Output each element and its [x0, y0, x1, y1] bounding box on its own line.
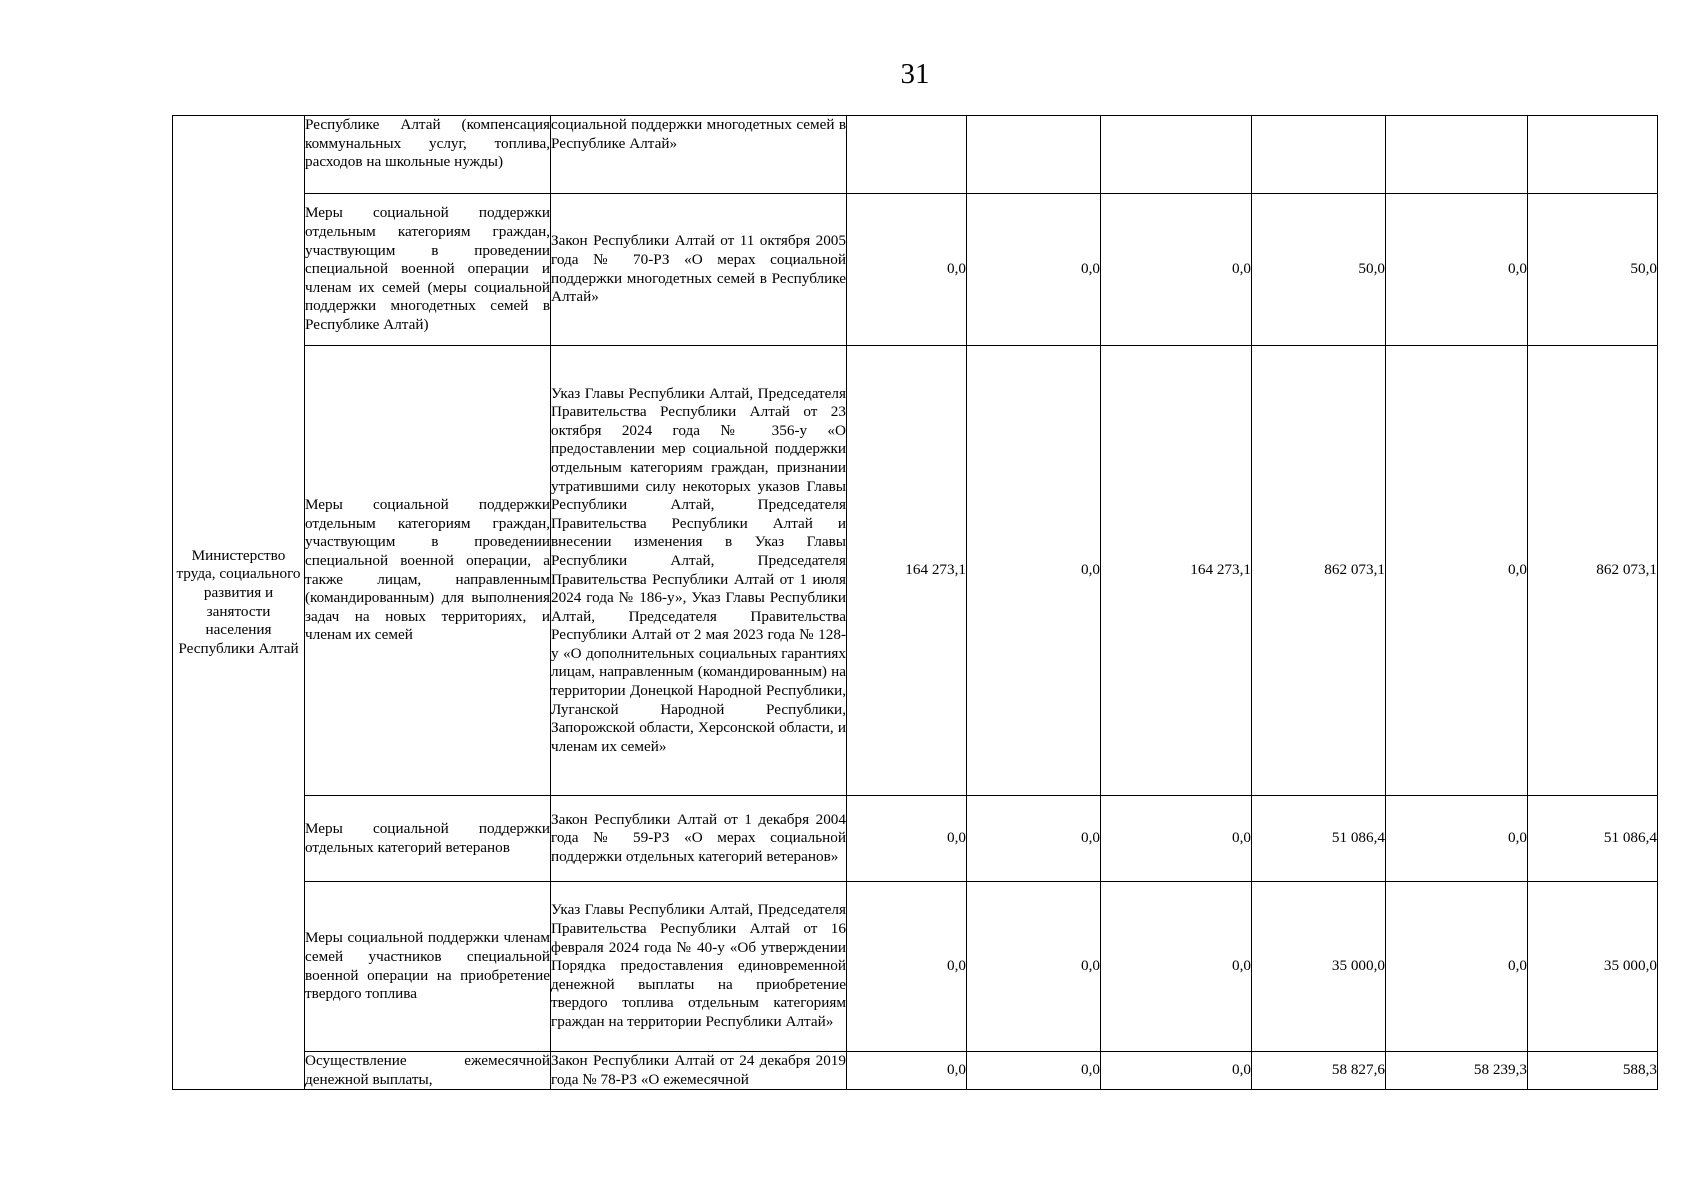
value-cell: 588,3	[1528, 1052, 1658, 1090]
value-cell	[847, 116, 967, 194]
value-cell	[1101, 116, 1252, 194]
value-cell: 164 273,1	[847, 346, 967, 796]
value-cell: 0,0	[1101, 194, 1252, 346]
value-cell: 862 073,1	[1252, 346, 1386, 796]
value-cell: 0,0	[847, 194, 967, 346]
table-row	[173, 194, 1658, 346]
value-cell: 35 000,0	[1528, 882, 1658, 1052]
measure-cell: Республике Алтай (компенсация коммунальных услуг, топлива, расходов на школьные нужды)	[305, 116, 551, 194]
ministry-cell: Министерство труда, социального развития и занятости населения Республики Алтай	[173, 116, 305, 1090]
value-cell	[1386, 116, 1528, 194]
value-cell: 58 827,6	[1252, 1052, 1386, 1090]
value-cell: 0,0	[1101, 882, 1252, 1052]
value-cell: 0,0	[967, 194, 1101, 346]
value-cell: 0,0	[967, 882, 1101, 1052]
table-row	[173, 116, 1658, 194]
value-cell: 51 086,4	[1252, 796, 1386, 882]
law-cell: Указ Главы Республики Алтай, Председателя Правительства Республики Алтай от 23 октября 2024 года № 356-у «О предоставлении мер социальной поддержки отдельным категориям граждан, признании утратившими силу некоторых указов Главы Республики Алтай, Председателя Правительства Республики Алтай и внесении изменения в Указ Главы Республики Алтай, Председателя Правительства Республики Алтай от 1 июля 2024 года № 186-у», Указ Главы Республики Алтай, Председателя Правительства Республики Алтай от 2 мая 2023 года № 128-у «О дополнительных социальных гарантиях лицам, направленным (командированным) на территории Донецкой Народной Республики, Луганской Народной Республики, Запорожской области, Херсонской области, и членам их семей»	[551, 346, 847, 796]
law-cell: Закон Республики Алтай от 24 декабря 2019 года № 78-РЗ «О ежемесячной	[551, 1052, 847, 1090]
value-cell: 0,0	[1386, 194, 1528, 346]
value-cell: 35 000,0	[1252, 882, 1386, 1052]
value-cell: 50,0	[1528, 194, 1658, 346]
value-cell: 0,0	[967, 796, 1101, 882]
page-number: 31	[900, 58, 930, 90]
table-row	[173, 346, 1658, 796]
measure-cell: Меры социальной поддержки отдельным категориям граждан, участвующим в проведении специальной военной операции и членам их семей (меры социальной поддержки многодетных семей в Республике Алтай)	[305, 194, 551, 346]
measure-cell: Меры социальной поддержки отдельных категорий ветеранов	[305, 796, 551, 882]
value-cell: 0,0	[1101, 1052, 1252, 1090]
value-cell: 0,0	[967, 346, 1101, 796]
value-cell: 0,0	[1386, 882, 1528, 1052]
table-row	[173, 1052, 1658, 1090]
value-cell	[967, 116, 1101, 194]
table-row	[173, 796, 1658, 882]
law-cell: социальной поддержки многодетных семей в Республике Алтай»	[551, 116, 847, 194]
law-cell: Закон Республики Алтай от 11 октября 2005 года № 70-РЗ «О мерах социальной поддержки многодетных семей в Республике Алтай»	[551, 194, 847, 346]
value-cell	[1252, 116, 1386, 194]
measure-cell: Меры социальной поддержки отдельным категориям граждан, участвующим в проведении специальной военной операции, а также лицам, направленным (командированным) для выполнения задач на новых территориях, и членам их семей	[305, 346, 551, 796]
value-cell	[1528, 116, 1658, 194]
value-cell: 164 273,1	[1101, 346, 1252, 796]
table-row	[173, 882, 1658, 1052]
value-cell: 0,0	[1386, 796, 1528, 882]
law-cell: Указ Главы Республики Алтай, Председателя Правительства Республики Алтай от 16 февраля 2024 года № 40-у «Об утверждении Порядка предоставления единовременной денежной выплаты на приобретение твердого топлива отдельным категориям граждан на территории Республики Алтай»	[551, 882, 847, 1052]
value-cell: 0,0	[1101, 796, 1252, 882]
measure-cell: Меры социальной поддержки членам семей участников специальной военной операции на приобретение твердого топлива	[305, 882, 551, 1052]
value-cell: 58 239,3	[1386, 1052, 1528, 1090]
value-cell: 0,0	[847, 1052, 967, 1090]
value-cell: 0,0	[967, 1052, 1101, 1090]
budget-table	[172, 115, 1658, 1090]
value-cell: 51 086,4	[1528, 796, 1658, 882]
value-cell: 0,0	[847, 882, 967, 1052]
value-cell: 862 073,1	[1528, 346, 1658, 796]
value-cell: 50,0	[1252, 194, 1386, 346]
measure-cell: Осуществление ежемесячной денежной выплаты,	[305, 1052, 551, 1090]
value-cell: 0,0	[1386, 346, 1528, 796]
law-cell: Закон Республики Алтай от 1 декабря 2004 года № 59-РЗ «О мерах социальной поддержки отдельных категорий ветеранов»	[551, 796, 847, 882]
value-cell: 0,0	[847, 796, 967, 882]
